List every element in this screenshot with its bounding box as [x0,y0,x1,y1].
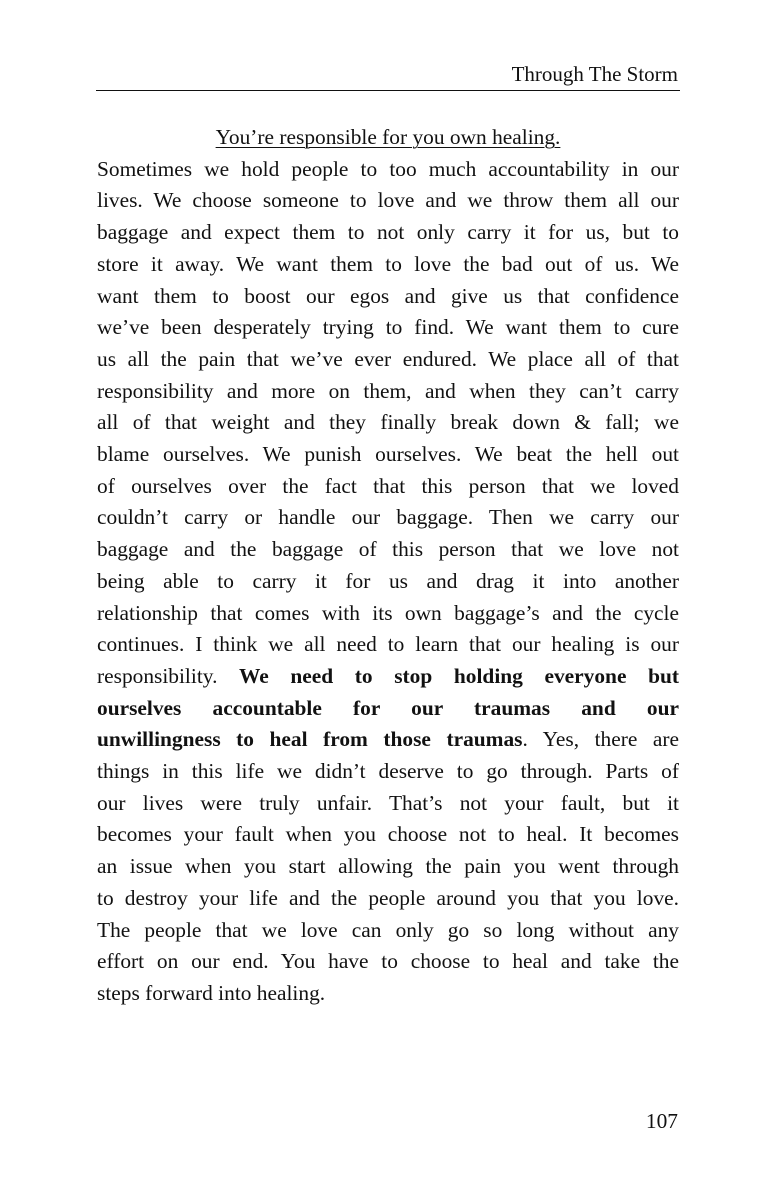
text-segment: relationship that comes with its own baggage’s and the cycle [97,600,679,625]
text-segment: responsibility and more on them, and when they can’t carry [97,378,679,403]
text-segment: store it away. We want them to love the bad out of us. We [97,251,679,276]
text-line [97,978,679,1010]
text-line [97,788,679,820]
text-line [97,693,679,725]
text-segment: responsibility. [97,663,240,688]
emphasized-text: unwillingness to heal from those traumas [97,727,523,752]
text-segment: all of that weight and they finally break down & fall; we [97,410,679,435]
text-segment: we’ve been desperately trying to find. We want them to cure [97,315,679,340]
text-segment: baggage and the baggage of this person that we love not [97,537,679,562]
emphasized-text: We need to stop holding everyone but [239,663,679,688]
text-line [97,851,679,883]
text-line [97,407,679,439]
text-line [97,566,679,598]
body-paragraph [97,154,679,1010]
text-segment: Sometimes we hold people to too much accountability in our [97,156,679,181]
text-segment: baggage and expect them to not only carry it for us, but to [97,220,679,245]
text-line [97,376,679,408]
text-segment: becomes your fault when you choose not to heal. It becomes [97,822,679,847]
text-segment: The people that we love can only go so long without any [97,917,679,942]
text-line [97,217,679,249]
text-segment: things in this life we didn’t deserve to go through. Parts of [97,759,679,784]
text-line [97,471,679,503]
text-line [97,154,679,186]
text-segment: steps forward into healing. [97,980,326,1005]
text-segment: couldn’t carry or handle our baggage. Then we carry our [97,505,679,530]
text-segment: lives. We choose someone to love and we throw them all our [97,188,679,213]
text-segment: effort on our end. You have to choose to heal and take the [97,949,679,974]
page-content [97,122,679,1010]
text-segment: being able to carry it for us and drag it into another [97,568,679,593]
text-line [97,185,679,217]
running-header [96,58,680,91]
text-line [97,598,679,630]
text-segment: of ourselves over the fact that this person that we loved [97,473,679,498]
text-line [97,281,679,313]
text-line [97,249,679,281]
text-line [97,661,679,693]
running-title: Through The Storm [511,62,678,86]
text-line [97,439,679,471]
text-line [97,534,679,566]
page-number: 107 [645,1109,678,1133]
text-segment: continues. I think we all need to learn that our healing is our [97,632,679,657]
text-line [97,629,679,661]
text-segment: blame ourselves. We punish ourselves. We beat the hell out [97,442,679,467]
text-line [97,344,679,376]
text-line [97,724,679,756]
text-line [97,312,679,344]
text-segment: . Yes, there are [522,727,679,752]
text-line [97,756,679,788]
text-line [97,819,679,851]
text-segment: want them to boost our egos and give us that confidence [97,283,679,308]
section-title: You’re responsible for you own healing. [215,125,561,149]
text-line [97,883,679,915]
text-line [97,946,679,978]
text-line [97,915,679,947]
text-segment: us all the pain that we’ve ever endured. We place all of that [97,346,679,371]
text-segment: to destroy your life and the people around you that you love. [97,885,679,910]
text-segment: our lives were truly unfair. That’s not your fault, but it [97,790,679,815]
text-line [97,502,679,534]
emphasized-text: ourselves accountable for our traumas and our [97,695,679,720]
text-segment: an issue when you start allowing the pain you went through [97,854,679,879]
